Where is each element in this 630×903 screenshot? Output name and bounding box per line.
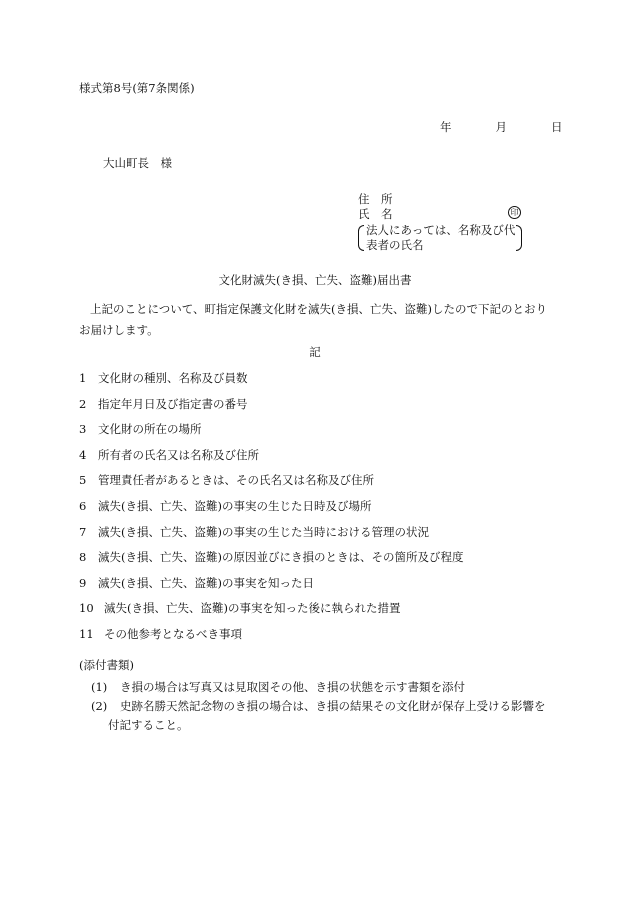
corporation-note (358, 223, 515, 253)
list-item (79, 422, 463, 448)
address-label: 住 所 (358, 192, 393, 206)
list-item (79, 627, 463, 653)
date-month-label: 月 (495, 120, 507, 134)
attachments-heading: (添付書類) (79, 658, 134, 672)
attachment-text: 史跡名勝天然記念物のき損の場合は、き損の結果その文化財が保存上受ける影響を (120, 699, 546, 713)
list-item (79, 525, 463, 551)
form-number: 様式第8号(第7条関係) (79, 81, 195, 95)
item-text: 指定年月日及び指定書の番号 (98, 396, 248, 411)
attachments-section (79, 658, 550, 735)
date-day-label: 日 (551, 120, 563, 134)
item-text: 滅失(き損、亡失、盗難)の原因並びにき損のときは、その箇所及び程度 (98, 550, 464, 565)
list-item (79, 601, 463, 627)
addressee: 大山町長 様 (103, 156, 172, 170)
seal-icon: 印 (508, 206, 521, 219)
item-text: 文化財の種別、名称及び員数 (98, 371, 248, 385)
item-number: 5 (79, 473, 87, 488)
item-number: 4 (79, 447, 87, 462)
item-number: 8 (79, 550, 87, 565)
item-number: 3 (79, 422, 87, 437)
item-number: 10 (79, 601, 94, 616)
list-item (79, 371, 463, 397)
item-text: 滅失(き損、亡失、盗難)の事実の生じた当時における管理の状況 (98, 524, 429, 539)
item-number: 9 (79, 575, 87, 590)
list-item (79, 550, 463, 576)
item-text: 滅失(き損、亡失、盗難)の事実の生じた日時及び場所 (98, 498, 372, 513)
attachment-text-continued: 付記すること。 (108, 718, 189, 732)
items-list (79, 371, 463, 653)
attachment-number: (1) (91, 680, 108, 694)
name-label: 氏 名 (358, 207, 393, 221)
item-number: 7 (79, 524, 87, 539)
address-row (358, 192, 515, 207)
intro-paragraph: 上記のことについて、町指定保護文化財を滅失(き損、亡失、盗難)したので下記のとおりお届けします。 (79, 302, 548, 337)
corporation-note-line-2: 表者の氏名 (366, 238, 424, 252)
list-item (79, 499, 463, 525)
ki-heading: 記 (309, 345, 321, 359)
date-year-label: 年 (440, 120, 452, 134)
corporation-note-line-1: 法人にあっては、名称及び代 (366, 223, 516, 237)
applicant-block (358, 192, 519, 253)
attachment-number: (2) (91, 699, 108, 713)
document-title: 文化財滅失(き損、亡失、盗難)届出書 (218, 273, 412, 287)
item-text: 滅失(き損、亡失、盗難)の事実を知った後に執られた措置 (104, 601, 401, 616)
list-item (79, 448, 463, 474)
item-number: 1 (79, 371, 87, 385)
list-item (79, 576, 463, 602)
item-number: 6 (79, 498, 87, 513)
list-item (79, 473, 463, 499)
list-item (79, 397, 463, 423)
attachment-text: き損の場合は写真又は見取図その他、き損の状態を示す書類を添付 (120, 680, 465, 694)
name-row (358, 207, 515, 222)
item-text: 所有者の氏名又は名称及び住所 (98, 447, 259, 462)
item-text: その他参考となるべき事項 (104, 626, 242, 641)
item-text: 文化財の所在の場所 (98, 422, 202, 437)
item-number: 11 (79, 626, 94, 641)
attachment-item (79, 678, 550, 697)
attachment-item (79, 697, 550, 735)
date-line (440, 120, 563, 135)
item-number: 2 (79, 396, 87, 411)
item-text: 管理責任者があるときは、その氏名又は名称及び住所 (98, 473, 374, 488)
item-text: 滅失(き損、亡失、盗難)の事実を知った日 (98, 575, 314, 590)
